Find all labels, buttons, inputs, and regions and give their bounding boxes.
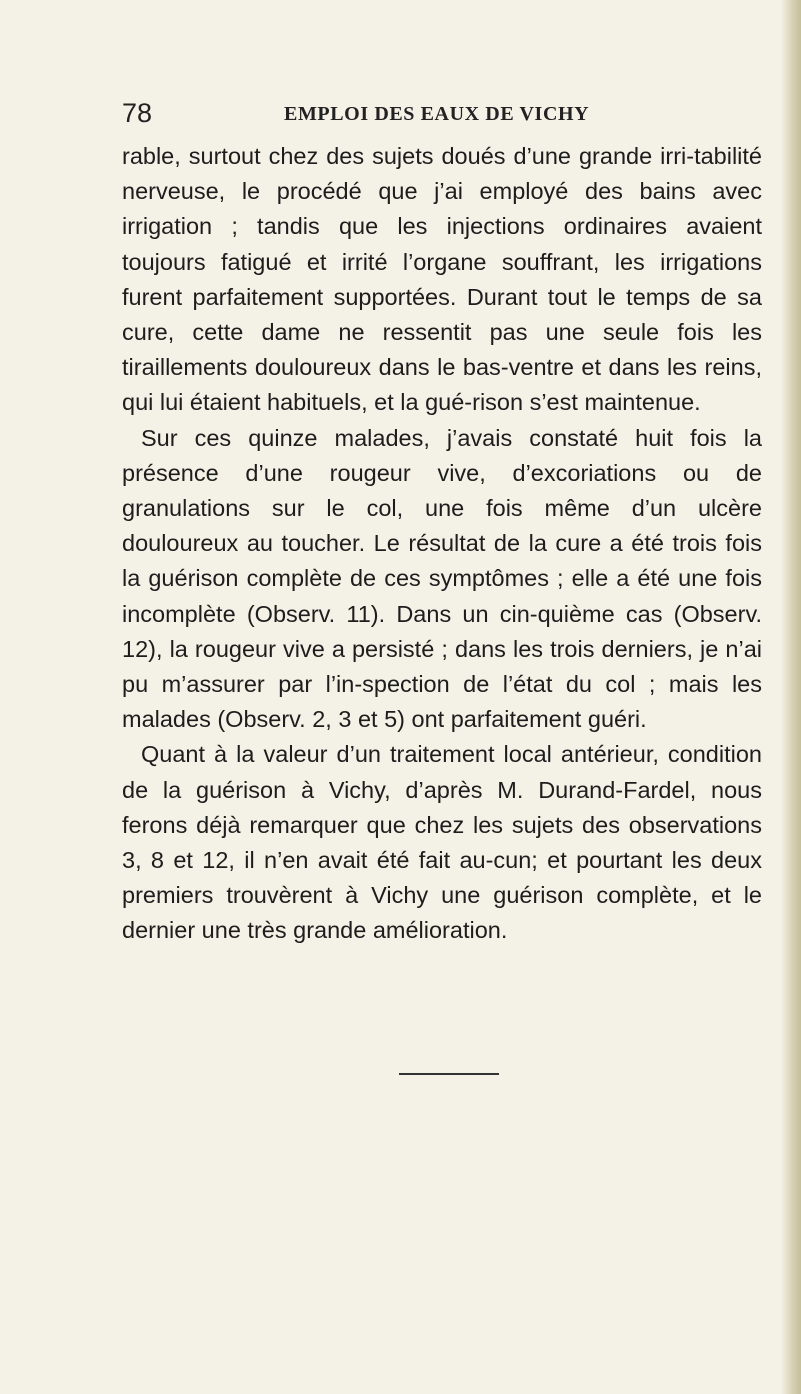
- section-end-rule: [399, 1073, 499, 1075]
- paragraph-3: Quant à la valeur d’un traitement local antérieur, condition de la guérison à Vichy, d’après M. Durand-Fardel, nous ferons déjà remarquer que chez les sujets des observations 3, 8 et 12, il n’en avait été fait au-cun; et pourtant les deux premiers trouvèrent à Vichy une guérison complète, et le dernier une très grande amélioration.: [122, 741, 762, 944]
- paragraph-1: rable, surtout chez des sujets doués d’une grande irri-tabilité nerveuse, le procédé que j’ai employé des bains avec irrigation ; tandis que les injections ordinaires avaient toujours fatigué et irrité l’organe souffrant, les irrigations furent parfaitement supportées. Durant tout le temps de sa cure, cette dame ne ressentit pas une seule fois les tiraillements douloureux dans le bas-ventre et dans les reins, qui lui étaient habituels, et la gué-rison s’est maintenue.: [122, 143, 762, 416]
- body-text: [122, 139, 762, 949]
- running-head: EMPLOI DES EAUX DE VICHY: [284, 103, 590, 125]
- page-number: 78: [122, 98, 153, 128]
- page-edge-shadow: [781, 0, 801, 1394]
- paragraph-2: Sur ces quinze malades, j’avais constaté huit fois la présence d’une rougeur vive, d’excoriations ou de granulations sur le col, une fois même d’un ulcère douloureux au toucher. Le résultat de la cure a été trois fois la guérison complète de ces symptômes ; elle a été une fois incomplète (Observ. 11). Dans un cin-quième cas (Observ. 12), la rougeur vive a persisté ; dans les trois derniers, je n’ai pu m’assurer par l’in-spection de l’état du col ; mais les malades (Observ. 2, 3 et 5) ont parfaitement guéri.: [122, 424, 762, 733]
- page-header: [122, 96, 762, 132]
